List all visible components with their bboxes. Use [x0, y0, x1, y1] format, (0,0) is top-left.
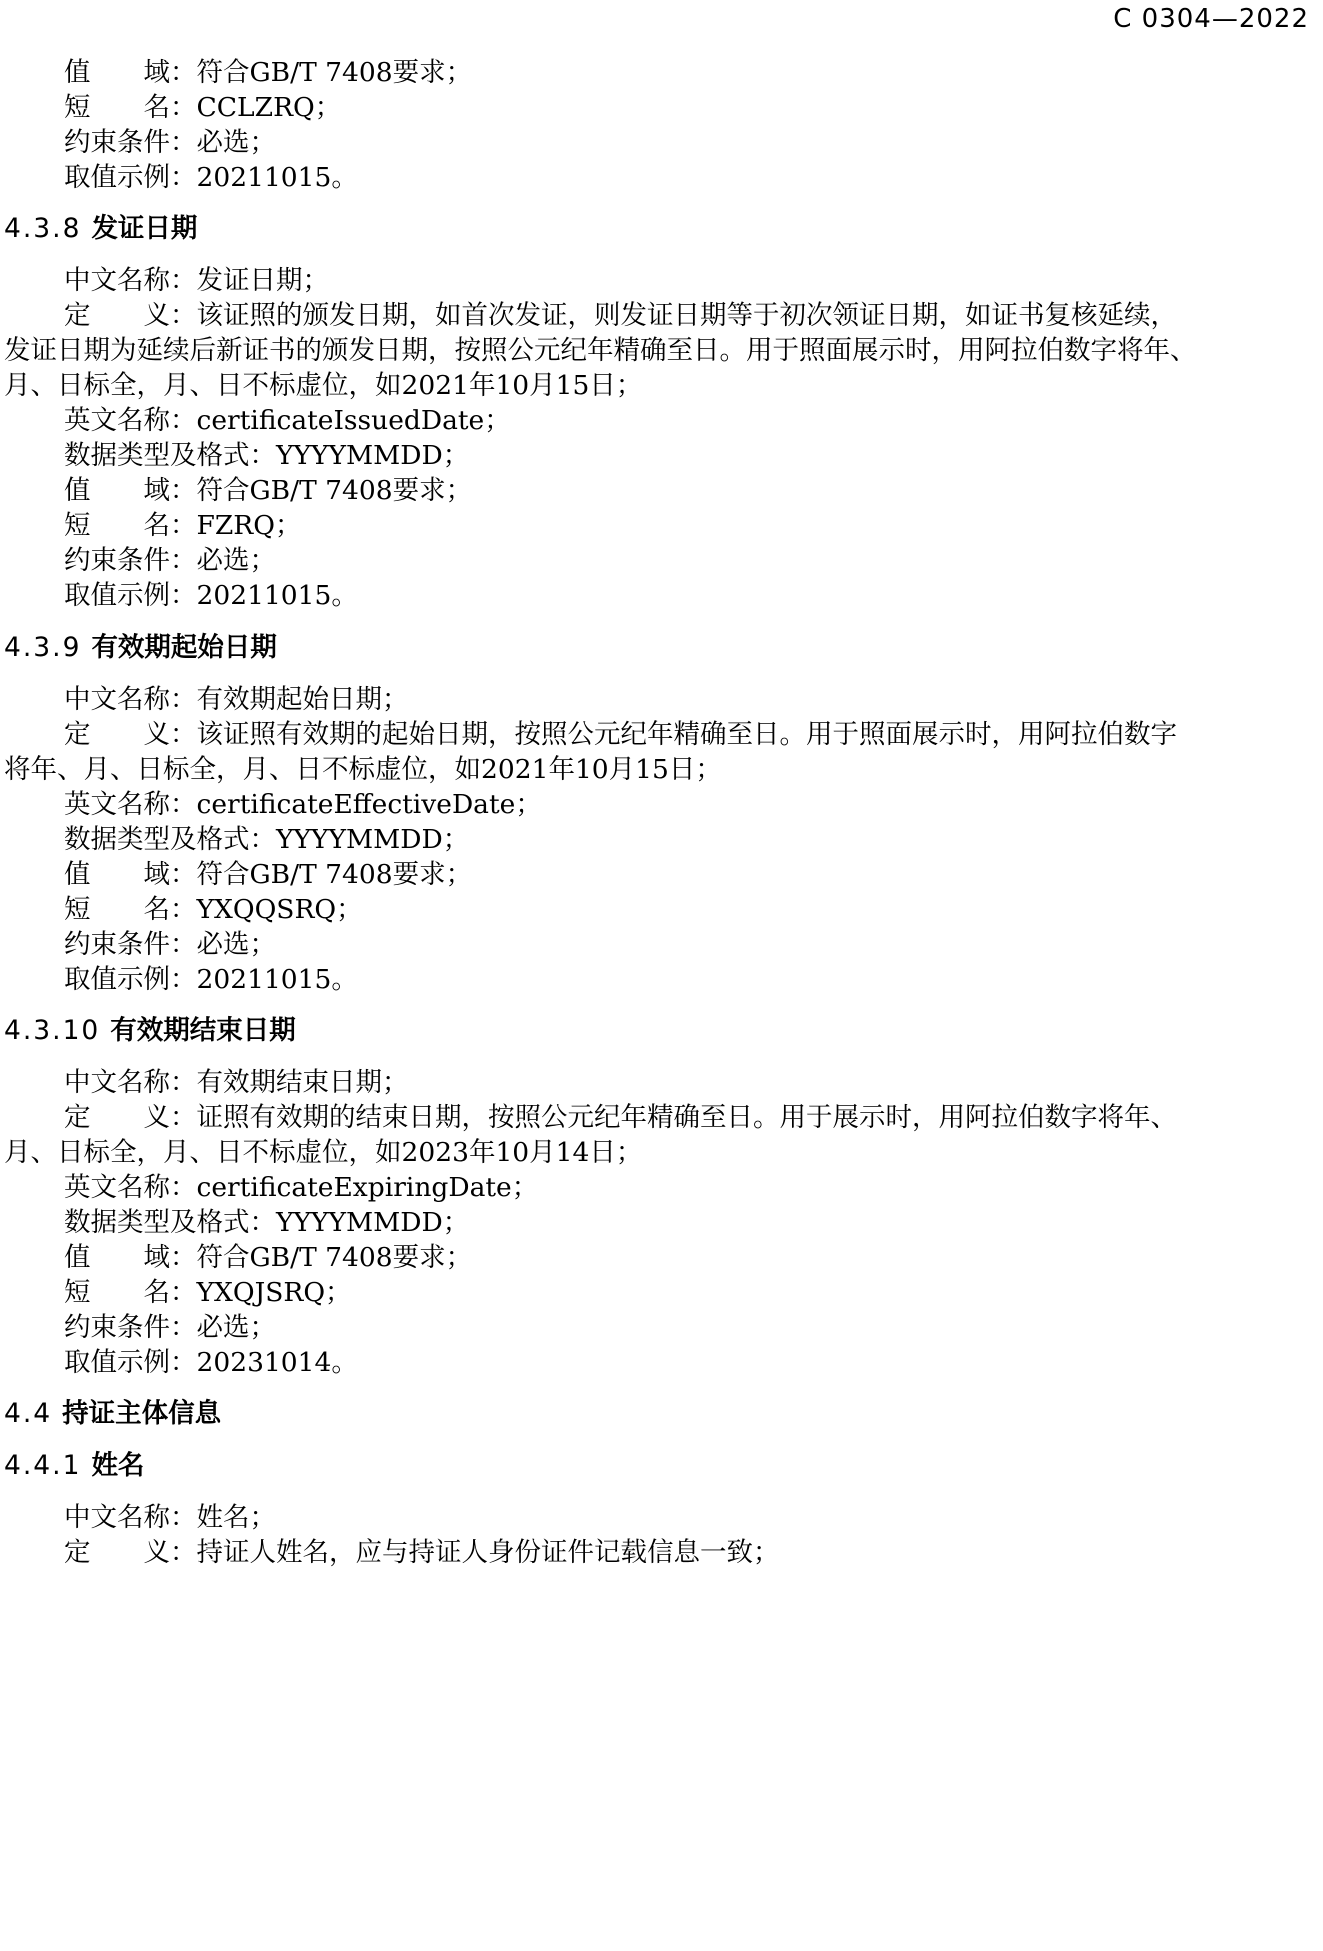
section-number: 4.4	[4, 1398, 53, 1429]
field-example: 取值示例：20211015。	[64, 964, 358, 995]
field-constraint: 约束条件：必选；	[64, 1312, 276, 1343]
section-title: 发证日期	[91, 213, 198, 244]
field-example: 取值示例：20211015。	[64, 580, 358, 611]
field-constraint: 约束条件：必选；	[64, 929, 276, 960]
section-title: 有效期结束日期	[110, 1015, 296, 1046]
field-definition-cont: 将年、月、日标全，月、日不标虚位，如2021年10月15日；	[4, 754, 722, 785]
field-data-type: 数据类型及格式：YYYYMMDD；	[64, 440, 470, 471]
field-short-name: 短 名：YXQJSRQ；	[64, 1277, 352, 1308]
section-number: 4.4.1	[4, 1450, 82, 1481]
section-title: 姓名	[91, 1450, 145, 1481]
field-english-name: 英文名称：certificateIssuedDate；	[64, 405, 511, 436]
section-heading-4-4-1	[4, 1449, 144, 1483]
field-constraint: 约束条件：必选；	[64, 545, 276, 576]
section-number: 4.3.10	[4, 1015, 101, 1046]
field-definition-cont: 发证日期为延续后新证书的颁发日期，按照公元纪年精确至日。用于照面展示时，用阿拉伯数字将年、	[4, 335, 1197, 366]
field-english-name: 英文名称：certificateEffectiveDate；	[64, 789, 542, 820]
field-definition-cont: 月、日标全，月、日不标虚位，如2023年10月14日；	[4, 1137, 643, 1168]
section-heading-4-3-10	[4, 1014, 296, 1048]
document-code: C 0304—2022	[1113, 4, 1309, 34]
field-example: 取值示例：20211015。	[64, 162, 358, 193]
field-chinese-name: 中文名称：发证日期；	[64, 265, 329, 296]
field-definition: 定 义：该证照的颁发日期，如首次发证，则发证日期等于初次领证日期，如证书复核延续，	[64, 300, 1177, 331]
section-number: 4.3.9	[4, 632, 82, 663]
field-example: 取值示例：20231014。	[64, 1347, 358, 1378]
field-chinese-name: 中文名称：姓名；	[64, 1502, 276, 1533]
field-definition: 定 义：该证照有效期的起始日期，按照公元纪年精确至日。用于照面展示时，用阿拉伯数字	[64, 719, 1177, 750]
field-data-type: 数据类型及格式：YYYYMMDD；	[64, 824, 470, 855]
field-value-domain: 值 域：符合GB/T 7408要求；	[64, 1242, 473, 1273]
field-data-type: 数据类型及格式：YYYYMMDD；	[64, 1207, 470, 1238]
field-definition: 定 义：证照有效期的结束日期，按照公元纪年精确至日。用于展示时，用阿拉伯数字将年、	[64, 1102, 1177, 1133]
field-value-domain: 值 域：符合GB/T 7408要求；	[64, 475, 473, 506]
field-definition: 定 义：持证人姓名，应与持证人身份证件记载信息一致；	[64, 1537, 780, 1568]
field-english-name: 英文名称：certificateExpiringDate；	[64, 1172, 539, 1203]
field-short-name: 短 名：CCLZRQ；	[64, 92, 342, 123]
section-title: 持证主体信息	[62, 1398, 222, 1429]
section-heading-4-3-9	[4, 631, 277, 665]
field-value-domain: 值 域：符合GB/T 7408要求；	[64, 57, 473, 88]
field-constraint: 约束条件：必选；	[64, 127, 276, 158]
field-chinese-name: 中文名称：有效期起始日期；	[64, 684, 409, 715]
field-chinese-name: 中文名称：有效期结束日期；	[64, 1067, 409, 1098]
field-value-domain: 值 域：符合GB/T 7408要求；	[64, 859, 473, 890]
section-number: 4.3.8	[4, 213, 82, 244]
field-short-name: 短 名：FZRQ；	[64, 510, 302, 541]
section-heading-4-3-8	[4, 212, 197, 246]
field-short-name: 短 名：YXQQSRQ；	[64, 894, 363, 925]
section-title: 有效期起始日期	[91, 632, 277, 663]
section-heading-4-4	[4, 1397, 221, 1431]
field-definition-cont: 月、日标全，月、日不标虚位，如2021年10月15日；	[4, 370, 643, 401]
